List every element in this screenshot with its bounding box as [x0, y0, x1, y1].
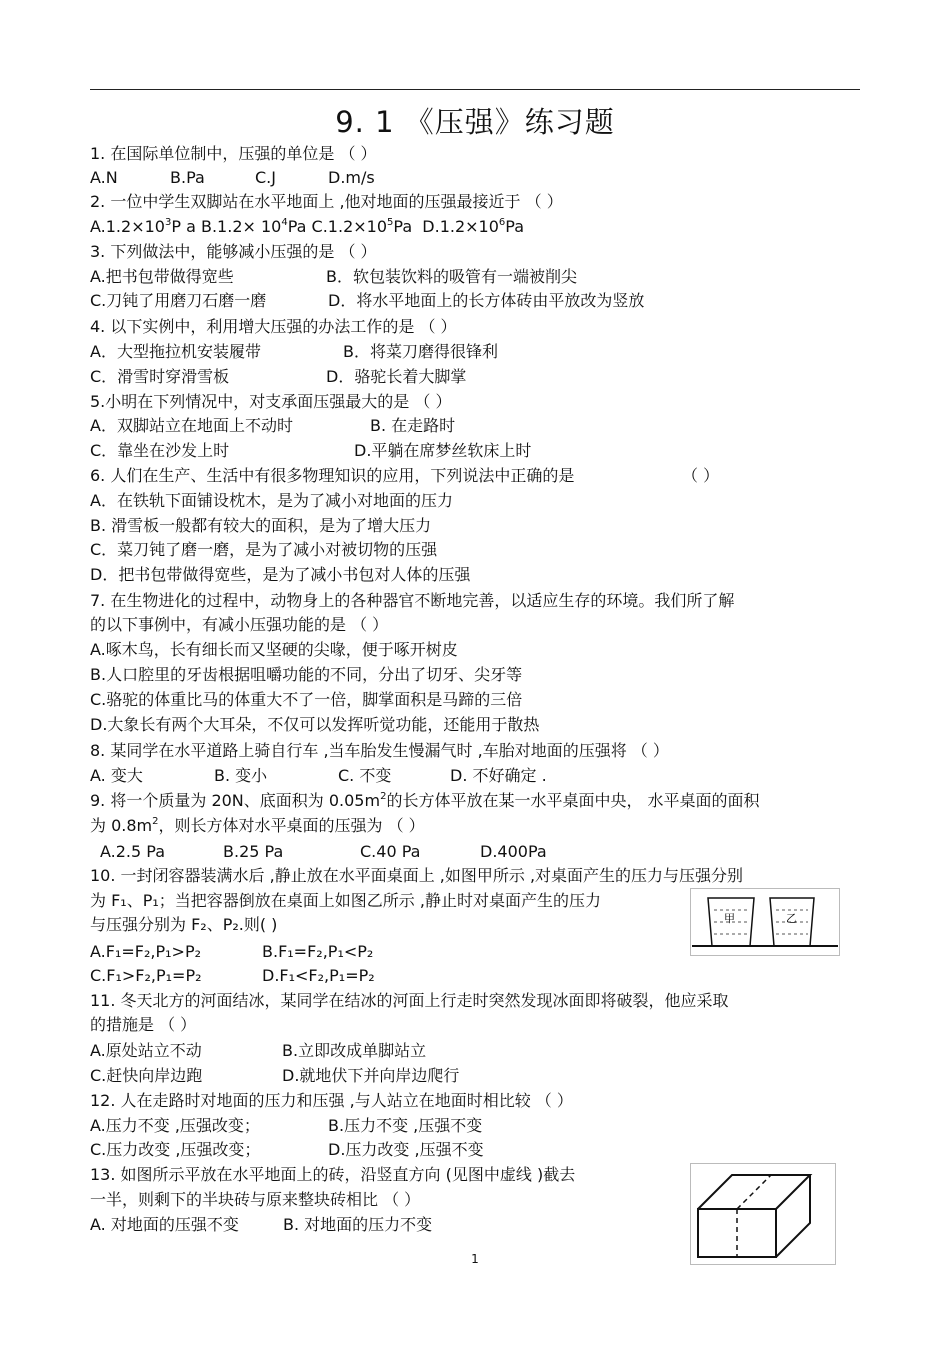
header-rule	[90, 89, 860, 90]
q12-option-b: B.压力不变 ,压强不变	[328, 1116, 483, 1135]
q8-option-d: D. 不好确定 .	[450, 766, 547, 785]
q12-option-c: C.压力改变 ,压强改变；	[90, 1140, 261, 1159]
q11-option-d: D.就地伏下并向岸边爬行	[282, 1066, 460, 1085]
q3-option-b: B．软包装饮料的吸管有一端被削尖	[326, 267, 577, 286]
q4-option-b: B．将菜刀磨得很锋利	[343, 342, 498, 361]
q11-option-a: A.原处站立不动	[90, 1041, 202, 1060]
q2-options: $A.1.2\times 10^3P$ a $B.1.2\times 10^4Pa$ $C.1.2\times 10^5Pa$ $D.1.2\times 10^6Pa$	[90, 216, 525, 236]
q2-stem: 2. 一位中学生双脚站在水平地面上 ,他对地面的压强最接近于 （ ）	[90, 192, 563, 211]
page-title: 9. 1 《压强》练习题	[335, 105, 615, 139]
q3-option-d: D．将水平地面上的长方体砖由平放改为竖放	[328, 291, 645, 310]
q3-option-a: A.把书包带做得宽些	[90, 267, 234, 286]
q13-stem-line1: 13. 如图所示平放在水平地面上的砖，沿竖直方向 (见图中虚线 )截去	[90, 1165, 576, 1184]
q8-stem: 8. 某同学在水平道路上骑自行车 ,当车胎发生慢漏气时 ,车胎对地面的压强将 （ ）	[90, 741, 669, 760]
q9-option-b: B.25 Pa	[223, 842, 284, 861]
q12-option-d: D.压力改变 ,压强不变	[328, 1140, 484, 1159]
q11-stem-line1: 11. 冬天北方的河面结冰，某同学在结冰的河面上行走时突然发现冰面即将破裂，他应采取	[90, 991, 729, 1010]
q10-container-figure	[690, 888, 840, 956]
q3-option-c: C.刀钝了用磨刀石磨一磨	[90, 291, 267, 310]
page-number: 1	[471, 1252, 479, 1266]
q4-stem: 4. 以下实例中，利用增大压强的办法工作的是 （ ）	[90, 317, 457, 336]
q8-option-b: B. 变小	[214, 766, 268, 785]
q5-option-a: A．双脚站立在地面上不动时	[90, 416, 293, 435]
q7-stem-line2: 的以下事例中，有减小压强功能的是 （ ）	[90, 615, 389, 634]
q12-stem: 12. 人在走路时对地面的压力和压强 ,与人站立在地面时相比较 （ ）	[90, 1091, 573, 1110]
q6-option-b: B. 滑雪板一般都有较大的面积，是为了增大压力	[90, 516, 432, 535]
q1-stem: 1. 在国际单位制中，压强的单位是 （ ）	[90, 144, 377, 163]
q10-option-b: B.F₁=F₂,P₁<P₂	[262, 942, 374, 961]
q10-stem-line2: 为 F₁、P₁；当把容器倒放在桌面上如图乙所示 ,静止时对桌面产生的压力	[90, 891, 601, 910]
q13-stem-line2: 一半，则剩下的半块砖与原来整块砖相比 （ ）	[90, 1190, 421, 1209]
q10-option-c: C.F₁>F₂,P₁=P₂	[90, 966, 202, 985]
q10-option-d: D.F₁<F₂,P₁=P₂	[262, 966, 375, 985]
q13-brick-figure	[690, 1163, 836, 1265]
q5-option-b: B. 在走路时	[370, 416, 456, 435]
q13-option-a: A. 对地面的压强不变	[90, 1215, 239, 1234]
q3-stem: 3. 下列做法中，能够减小压强的是 （ ）	[90, 242, 377, 261]
q9-option-d: D.400Pa	[480, 842, 547, 861]
q4-option-c: C．滑雪时穿滑雪板	[90, 367, 230, 386]
q9-option-c: C.40 Pa	[360, 842, 421, 861]
q11-stem-line2: 的措施是 （ ）	[90, 1015, 197, 1034]
q10-stem-line1: 10. 一封闭容器装满水后 ,静止放在水平面桌面上 ,如图甲所示 ,对桌面产生的压力与压强分别	[90, 866, 744, 885]
q11-option-c: C.赶快向岸边跑	[90, 1066, 203, 1085]
q10-stem-line3: 与压强分别为 F₂、P₂.则( )	[90, 915, 278, 934]
q9-stem-line2: 为 $0.8m^2$，则长方体对水平桌面的压强为 （ ）	[90, 815, 425, 835]
q7-option-a: A.啄木鸟，长有细长而又坚硬的尖喙，便于啄开树皮	[90, 640, 458, 659]
q1-option-a: A.N	[90, 168, 118, 187]
q9-option-a: A.2.5 Pa	[100, 842, 166, 861]
q8-option-c: C. 不变	[338, 766, 392, 785]
q5-option-c: C．靠坐在沙发上时	[90, 441, 230, 460]
q8-option-a: A. 变大	[90, 766, 143, 785]
q7-option-d: D.大象长有两个大耳朵，不仅可以发挥听觉功能，还能用于散热	[90, 715, 540, 734]
q6-option-d: D．把书包带做得宽些，是为了减小书包对人体的压强	[90, 565, 471, 584]
q9-stem-line1: 9. 将一个质量为 20N、底面积为 $0.05m^2$的长方体平放在某一水平桌面中央， 水平桌面的面积	[90, 790, 760, 810]
q1-option-b: B.Pa	[170, 168, 205, 187]
q7-option-b: B.人口腔里的牙齿根据咀嚼功能的不同，分出了切牙、尖牙等	[90, 665, 523, 684]
q7-option-c: C.骆驼的体重比马的体重大不了一倍，脚掌面积是马蹄的三倍	[90, 690, 523, 709]
q1-option-c: C.J	[255, 168, 276, 187]
q4-option-a: A．大型拖拉机安装履带	[90, 342, 261, 361]
q12-option-a: A.压力不变 ,压强改变；	[90, 1116, 260, 1135]
q11-option-b: B.立即改成单脚站立	[282, 1041, 427, 1060]
q1-option-d: D.m/s	[328, 168, 375, 187]
q10-option-a: A.F₁=F₂,P₁>P₂	[90, 942, 202, 961]
q6-option-c: C．菜刀钝了磨一磨，是为了减小对被切物的压强	[90, 540, 438, 559]
q6-option-a: A．在铁轨下面铺设枕木，是为了减小对地面的压力	[90, 491, 453, 510]
q10-label-jia: 甲	[724, 912, 735, 925]
q13-option-b: B. 对地面的压力不变	[283, 1215, 433, 1234]
q10-label-yi: 乙	[786, 912, 797, 925]
q7-stem-line1: 7. 在生物进化的过程中，动物身上的各种器官不断地完善，以适应生存的环境。我们所了解	[90, 591, 735, 610]
q5-option-d: D.平躺在席梦丝软床上时	[354, 441, 532, 460]
q6-stem: 6. 人们在生产、生活中有很多物理知识的应用，下列说法中正确的是	[90, 466, 575, 485]
q6-paren: （ ）	[682, 466, 720, 485]
q5-stem: 5.小明在下列情况中，对支承面压强最大的是 （ ）	[90, 392, 452, 411]
q4-option-d: D．骆驼长着大脚掌	[326, 367, 467, 386]
